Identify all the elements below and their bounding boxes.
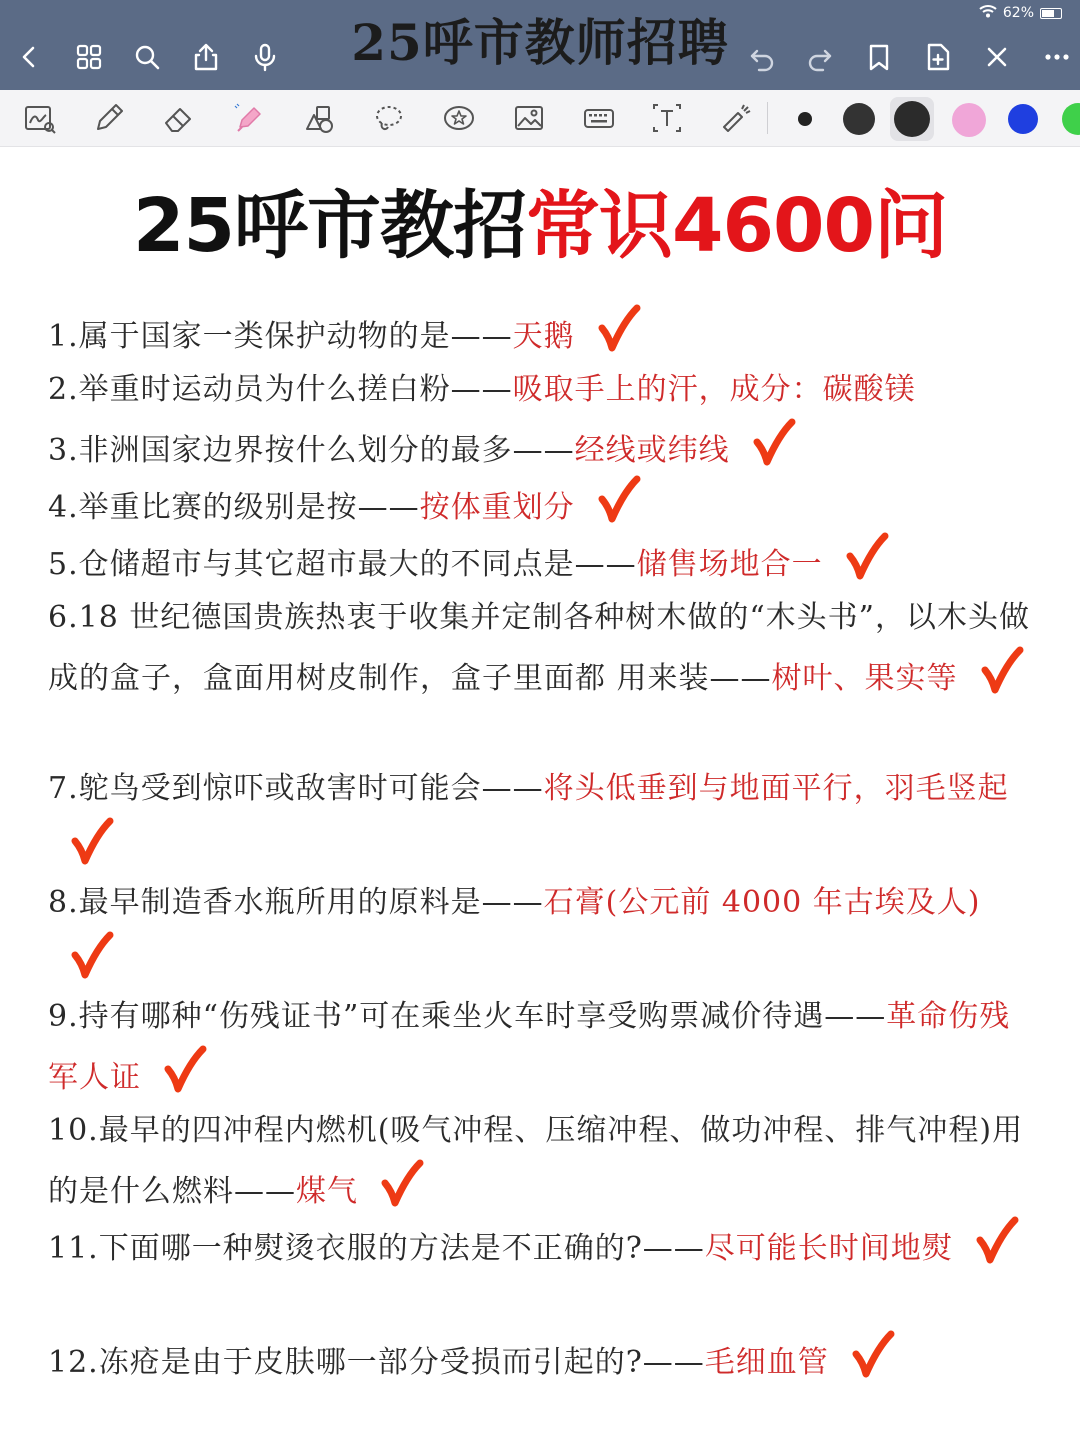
heading-black-part: 25呼市教招 (133, 183, 526, 269)
back-icon[interactable] (12, 38, 46, 76)
qa-item-12 (48, 1330, 1038, 1391)
answer-text: 毛细血管 (704, 1345, 829, 1380)
add-page-icon[interactable] (921, 38, 955, 76)
qa-item-5 (48, 532, 1038, 593)
shapes-icon[interactable] (298, 98, 340, 138)
grid-icon[interactable] (72, 38, 106, 76)
answer-text: 石膏(公元前 4000 年古埃及人) (543, 885, 981, 920)
color-swatch-green[interactable] (1062, 103, 1080, 135)
more-icon[interactable] (1040, 38, 1074, 76)
question-text: 4.举重比赛的级别是按—— (48, 490, 420, 525)
undo-icon[interactable] (745, 38, 779, 76)
qa-item-10 (48, 1102, 1038, 1220)
color-swatch-black-medium[interactable] (843, 103, 875, 135)
image-edit-icon[interactable] (18, 98, 60, 138)
checkmark-icon (851, 1330, 895, 1378)
question-text: 5.仓储超市与其它超市最大的不同点是—— (48, 547, 637, 582)
color-swatch-black-small[interactable] (798, 112, 812, 126)
question-text: 2.举重时运动员为什么搓白粉—— (48, 372, 513, 407)
text-box-icon[interactable] (646, 98, 688, 138)
page-heading (0, 178, 1080, 274)
checkmark-icon (597, 304, 641, 352)
answer-text: 天鹅 (512, 319, 575, 354)
top-navigation-bar (0, 0, 1080, 90)
checkmark-icon (380, 1159, 424, 1207)
question-text: 6.18 世纪德国贵族热衷于收集并定制各种树木做的“木头书”，以木头做成的盒子，盒面用树皮制作，盒子里面都 用来装—— (48, 600, 1031, 696)
close-icon[interactable] (980, 38, 1014, 76)
keyboard-icon[interactable] (578, 98, 620, 138)
redo-icon[interactable] (803, 38, 837, 76)
checkmark-icon (70, 931, 114, 979)
status-bar (979, 4, 1062, 22)
pen-icon[interactable] (88, 98, 130, 138)
qa-item-7 (48, 760, 1038, 878)
answer-text: 煤气 (296, 1174, 358, 1209)
checkmark-icon (845, 532, 889, 580)
eraser-icon[interactable] (158, 98, 200, 138)
answer-text: 将头低垂到与地面平行，羽毛竖起 (543, 771, 1009, 806)
answer-text: 按体重划分 (419, 490, 575, 525)
question-text: 1.属于国家一类保护动物的是—— (48, 319, 513, 354)
color-swatch-black-large[interactable] (894, 101, 930, 137)
search-icon[interactable] (130, 38, 164, 76)
checkmark-icon (975, 1216, 1019, 1264)
answer-text: 经线或纬线 (574, 433, 730, 468)
laser-pointer-icon[interactable] (714, 98, 756, 138)
sticker-icon[interactable] (438, 98, 480, 138)
lasso-icon[interactable] (368, 98, 410, 138)
wifi-icon (979, 4, 997, 22)
question-text: 11.下面哪一种熨烫衣服的方法是不正确的?—— (48, 1231, 705, 1266)
bookmark-icon[interactable] (862, 38, 896, 76)
answer-text: 革命伤残军人证 (48, 999, 1011, 1095)
checkmark-icon (752, 418, 796, 466)
battery-icon (1040, 8, 1062, 19)
question-text: 8.最早制造香水瓶所用的原料是—— (48, 885, 544, 920)
qa-item-9 (48, 988, 1038, 1106)
document-title: 25呼市教师招聘 (351, 13, 729, 72)
question-text: 3.非洲国家边界按什么划分的最多—— (48, 433, 575, 468)
checkmark-icon (980, 646, 1024, 694)
question-text: 9.持有哪种“伤残证书”可在乘坐火车时享受购票减价待遇—— (48, 999, 887, 1034)
share-icon[interactable] (189, 38, 223, 76)
heading-red-part: 常识4600问 (526, 183, 947, 269)
color-swatch-pink[interactable] (952, 103, 986, 137)
answer-text: 吸取手上的汗，成分：碳酸镁 (512, 372, 916, 407)
question-text: 12.冻疮是由于皮肤哪一部分受损而引起的?—— (48, 1345, 705, 1380)
qa-item-2 (48, 361, 1038, 418)
color-swatch-blue[interactable] (1008, 104, 1038, 134)
question-text: 7.鸵鸟受到惊吓或敌害时可能会—— (48, 771, 544, 806)
checkmark-icon (163, 1045, 207, 1093)
toolbar-divider (767, 102, 768, 134)
qa-item-4 (48, 475, 1038, 536)
answer-text: 储售场地合一 (636, 547, 823, 582)
qa-item-3 (48, 418, 1038, 479)
answer-text: 尽可能长时间地熨 (704, 1231, 953, 1266)
highlighter-icon[interactable] (228, 98, 270, 138)
question-text: 10.最早的四冲程内燃机(吸气冲程、压缩冲程、做功冲程、排气冲程)用的是什么燃料—— (48, 1113, 1024, 1209)
answer-text: 树叶、果实等 (771, 661, 958, 696)
qa-item-8 (48, 874, 1038, 992)
battery-percent: 62% (1002, 5, 1034, 21)
picture-icon[interactable] (508, 98, 550, 138)
drawing-toolbar (0, 90, 1080, 147)
qa-item-11 (48, 1216, 1038, 1277)
checkmark-icon (597, 475, 641, 523)
checkmark-icon (70, 817, 114, 865)
qa-item-1 (48, 304, 1038, 365)
qa-item-6 (48, 589, 1038, 707)
